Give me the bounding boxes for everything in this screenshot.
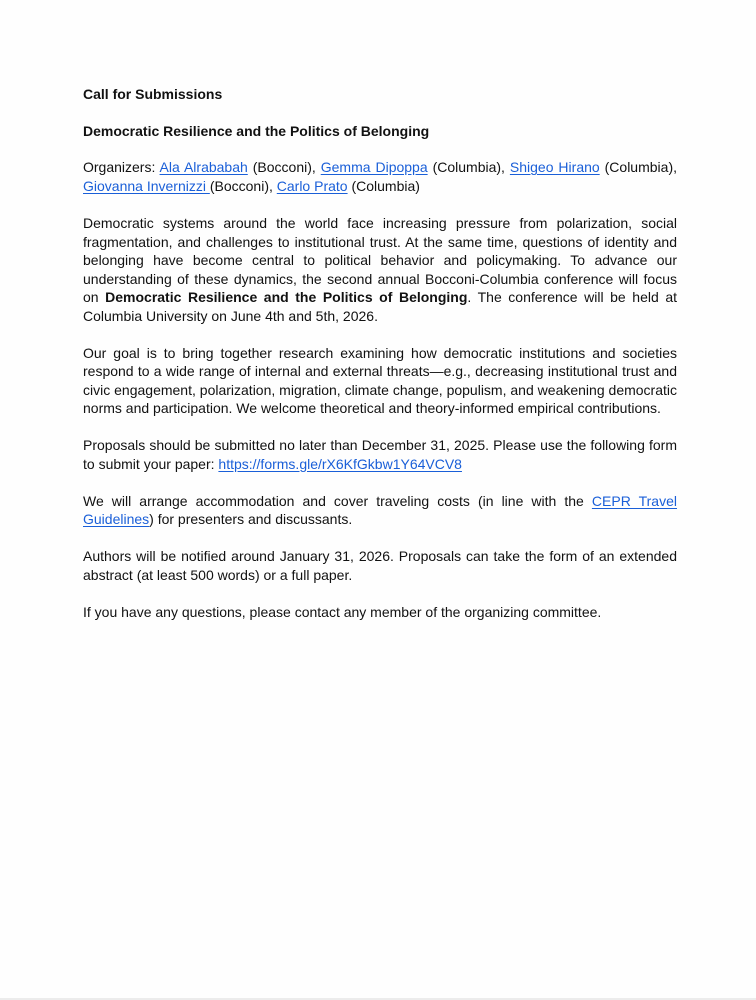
- conference-title: Democratic Resilience and the Politics of Belonging: [83, 122, 430, 139]
- document-body: [83, 85, 677, 640]
- travel-text: We will arrange accommodation and cover traveling costs (in line with the: [83, 492, 592, 509]
- travel-text-end: ) for presenters and discussants.: [149, 511, 353, 527]
- organizer-affiliation: (Bocconi),: [209, 177, 273, 194]
- organizer-affiliation: (Bocconi),: [252, 159, 316, 175]
- goal-paragraph: Our goal is to bring together research examining how democratic institutions and societies respond to a wide range of internal and external threats—e.g., decreasing institutional trust and civic engagement, polarization, migration, climate change, populism, and weakening democratic norms and participation. We welcome theoretical and theory-informed empirical contributions.: [83, 344, 677, 416]
- organizer-link-dipoppa[interactable]: Gemma Dipoppa: [320, 159, 428, 175]
- organizer-affiliation: (Columbia),: [432, 159, 505, 175]
- submission-form-link[interactable]: https://forms.gle/rX6KfGkbw1Y64VCV8: [218, 455, 462, 472]
- organizer-affiliation: (Columbia): [351, 177, 420, 194]
- document-heading: Call for Submissions: [83, 86, 223, 102]
- intro-bold-title: Democratic Resilience and the Politics of Belonging: [105, 289, 468, 305]
- organizer-link-alrababah[interactable]: Ala Alrababah: [159, 159, 248, 175]
- organizer-link-invernizzi[interactable]: Giovanna Invernizzi: [83, 177, 210, 194]
- intro-paragraph: [83, 214, 677, 325]
- organizer-link-hirano[interactable]: Shigeo Hirano: [509, 159, 600, 175]
- organizer-link-prato[interactable]: Carlo Prato: [276, 177, 348, 194]
- intro-text: Democratic systems around the world face increasing pressure from polarization, social fragmentation, and challenges to institutional trust. At the same time, questions of identity and belonging have become central to political behavior and policymaking. To advance our understanding of these dynamics, the second annual Bocconi-Columbia conference will focus on: [83, 215, 677, 305]
- proposals-paragraph: [83, 436, 677, 473]
- intro-text-end: . The conference will be held at Columbia University on June 4th and 5th, 2026.: [83, 289, 677, 324]
- organizers-paragraph: [83, 158, 677, 195]
- proposals-text: Proposals should be submitted no later than December 31, 2025. Please use the following form to submit your paper:: [83, 437, 677, 472]
- organizers-label: Organizers:: [83, 159, 156, 175]
- travel-paragraph: [83, 492, 677, 529]
- contact-paragraph: If you have any questions, please contact any member of the organizing committee.: [83, 603, 602, 620]
- cepr-travel-guidelines-link[interactable]: CEPR Travel Guidelines: [83, 492, 677, 527]
- organizer-affiliation: (Columbia),: [604, 159, 677, 175]
- notification-paragraph: Authors will be notified around January 31, 2026. Proposals can take the form of an extended abstract (at least 500 words) or a full paper.: [83, 548, 677, 583]
